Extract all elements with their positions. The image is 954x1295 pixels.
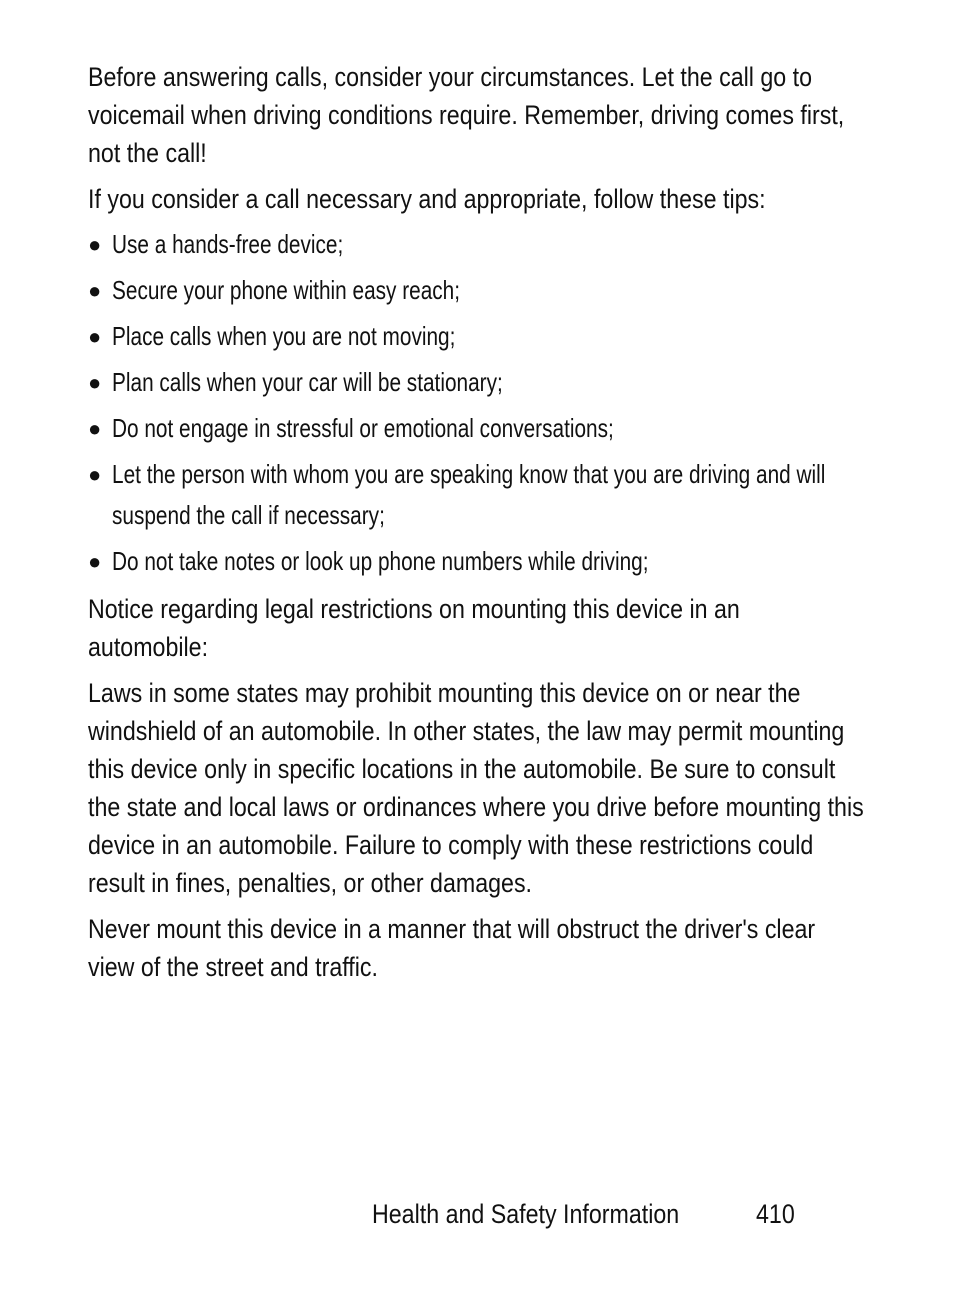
intro-paragraph: Before answering calls, consider your circumstances. Let the call go to voicemail when driving conditions require. Remember, driving comes first, not the call! <box>88 62 845 168</box>
tips-intro-paragraph: If you consider a call necessary and appropriate, follow these tips: <box>88 184 766 214</box>
bullet-icon: ● <box>88 370 102 395</box>
page-footer <box>372 1196 795 1232</box>
never-mount-paragraph: Never mount this device in a manner that will obstruct the driver's clear view of the street and traffic. <box>88 914 816 982</box>
tips-list <box>88 224 868 582</box>
list-item: ● Place calls when you are not moving; <box>88 316 868 357</box>
bullet-icon: ● <box>88 324 102 349</box>
list-item: ● Secure your phone within easy reach; <box>88 270 868 311</box>
laws-paragraph: Laws in some states may prohibit mounting this device on or near the windshield of an automobile. In other states, the law may permit mounting this device only in specific locations in the automobile. Be sure to consult the state and local laws or ordinances where you drive before mounting this device in an automobile. Failure to comply with these restrictions could result in fines, penalties, or other damages. <box>88 678 864 898</box>
list-item: ● Plan calls when your car will be stationary; <box>88 362 868 403</box>
list-item: ● Use a hands-free device; <box>88 224 868 265</box>
list-item: ● Do not engage in stressful or emotional conversations; <box>88 408 868 449</box>
document-body <box>88 58 868 986</box>
footer-section-title: Health and Safety Information <box>372 1199 680 1229</box>
list-item: ● Do not take notes or look up phone numbers while driving; <box>88 541 868 582</box>
notice-paragraph: Notice regarding legal restrictions on mounting this device in an automobile: <box>88 594 740 662</box>
bullet-icon: ● <box>88 549 102 574</box>
bullet-icon: ● <box>88 232 102 257</box>
list-item: ● Let the person with whom you are speaking know that you are driving and will suspend the call if necessary; <box>88 454 868 536</box>
page-number: 410 <box>756 1199 795 1229</box>
bullet-icon: ● <box>88 278 102 303</box>
bullet-icon: ● <box>88 416 102 441</box>
bullet-icon: ● <box>88 462 102 487</box>
